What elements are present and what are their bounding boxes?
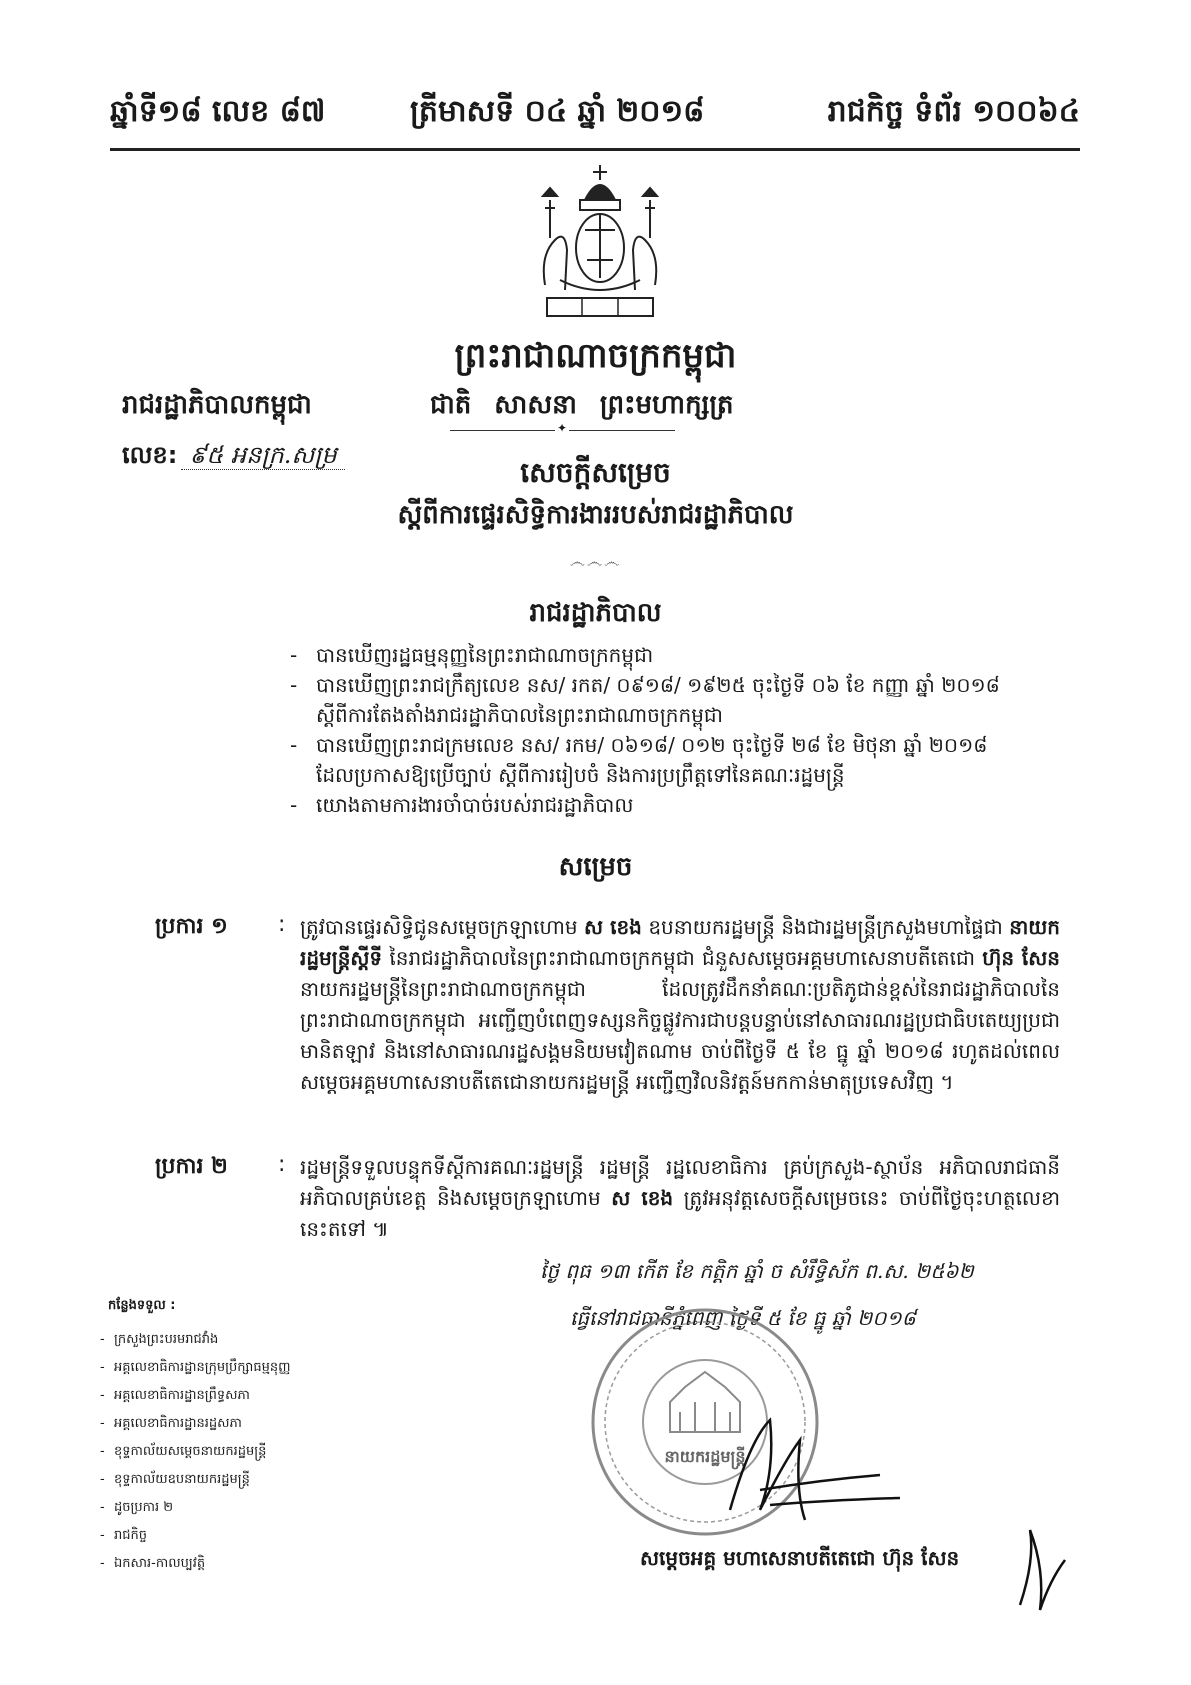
visa-item: - បានឃើញព្រះរាជក្រឹត្យលេខ នស/ រកត/ ០៩១៨/ ១៩២៥ ចុះថ្ងៃទី ០៦ ខែ កញ្ញា ឆ្នាំ ២០១៨ ស្តីពីការតែងតាំងរាជរដ្ឋាភិបាលនៃព្រះរាជាណាចក្រកម្ពុជា: [290, 670, 1050, 730]
gazette-year-issue: ឆ្នាំទី១៨ លេខ ៨៧: [110, 94, 326, 129]
place-and-date: ធ្វើនៅរាជធានីភ្នំពេញ ថ្ងៃទី ៥ ខែ ធ្នូ ឆ្នាំ ២០១៨: [570, 1306, 916, 1330]
issuer-heading: រាជរដ្ឋាភិបាល: [529, 598, 662, 628]
kingdom-title: ព្រះរាជាណាចក្រកម្ពុជា: [454, 336, 737, 376]
recipient-item: - ខុទ្ទកាល័យឧបនាយករដ្ឋមន្ត្រី: [100, 1466, 340, 1494]
handwritten-initial: [1015, 1520, 1070, 1615]
seal-label: នាយករដ្ឋមន្ត្រី: [664, 1447, 746, 1466]
article-label: ប្រការ ១: [155, 914, 228, 939]
recipient-item: - អគ្គលេខាធិការដ្ឋានក្រុមប្រឹក្សាធម្មនុញ្ញ: [100, 1354, 340, 1382]
visa-list: [290, 640, 1050, 820]
article-2: ប្រការ ២ : រដ្ឋមន្ត្រីទទួលបន្ទុកទីស្តីការគណៈរដ្ឋមន្ត្រី រដ្ឋមន្ត្រី រដ្ឋលេខាធិការ គ្រប់ក្រសួង-ស្ថាប័ន អភិបាលរាជធានី អភិបាលគ្រប់ខេត្ត និងសម្តេចក្រឡាហោម ស ខេង ត្រូវអនុវត្តសេចក្តីសម្រេចនេះ ចាប់ពីថ្ងៃចុះហត្ថលេខានេះតទៅ ៕: [155, 1152, 1060, 1245]
recipients-title: កន្លែងទទួល :: [108, 1298, 176, 1313]
recipient-item: - រាជកិច្ច: [100, 1522, 340, 1550]
recipient-item: - ឯកសារ-កាលប្បវត្តិ: [100, 1550, 340, 1578]
gazette-header: [110, 92, 1080, 148]
signature: [700, 1380, 920, 1540]
lunar-date: ថ្ងៃ ពុធ ១៣ កើត ខែ កត្តិក ឆ្នាំ ច សំរឹទ្ធិស័ក ព.ស. ២៥៦២: [540, 1259, 974, 1283]
article-text: រដ្ឋមន្ត្រីទទួលបន្ទុកទីស្តីការគណៈរដ្ឋមន្ត្រី រដ្ឋមន្ត្រី រដ្ឋលេខាធិការ គ្រប់ក្រសួង-ស្ថាប័ន អភិបាលរាជធានី អភិបាលគ្រប់ខេត្ត និងសម្តេចក្រឡាហោម ស ខេង ត្រូវអនុវត្តសេចក្តីសម្រេចនេះ ចាប់ពីថ្ងៃចុះហត្ថលេខានេះតទៅ ៕: [300, 1155, 1061, 1241]
recipient-item: - ដូចប្រការ ២: [100, 1494, 340, 1522]
royal-emblem-icon: [525, 160, 675, 325]
visa-item: - បានឃើញរដ្ឋធម្មនុញ្ញនៃព្រះរាជាណាចក្រកម្ពុជា: [290, 640, 1050, 670]
recipients-block: [100, 1297, 340, 1578]
decides-heading: សម្រេច: [558, 852, 633, 882]
motto-divider: [450, 430, 675, 431]
visa-item: - បានឃើញព្រះរាជក្រមលេខ នស/ រកម/ ០៦១៨/ ០១២ ចុះថ្ងៃទី ២៨ ខែ មិថុនា ឆ្នាំ ២០១៨ ដែលប្រកាសឱ្យប្រើច្បាប់ ស្តីពីការរៀបចំ និងការប្រព្រឹត្តទៅនៃគណៈរដ្ឋមន្ត្រី: [290, 730, 1050, 790]
article-text: ត្រូវបានផ្ទេរសិទ្ធិជូនសម្តេចក្រឡាហោម ស ខេង ឧបនាយករដ្ឋមន្ត្រី និងជារដ្ឋមន្ត្រីក្រសួងមហាផ្ទៃជា នាយករដ្ឋមន្ត្រីស្តីទី នៃរាជរដ្ឋាភិបាលនៃព្រះរាជាណាចក្រកម្ពុជា ជំនួសសម្តេចអគ្គមហាសេនាបតីតេជោ ហ៊ុន សែន នាយករដ្ឋមន្ត្រីនៃព្រះរាជាណាចក្រកម្ពុជា ដែលត្រូវដឹកនាំគណៈប្រតិភូជាន់ខ្ពស់នៃរាជរដ្ឋាភិបាលនៃព្រះរាជាណាចក្រកម្ពុជា អញ្ជើញបំពេញទស្សនកិច្ចផ្លូវការជាបន្តបន្ទាប់នៅសាធារណរដ្ឋប្រជាធិបតេយ្យប្រជាមានិតឡាវ និងនៅសាធារណរដ្ឋសង្គមនិយមវៀតណាម ចាប់ពីថ្ងៃទី ៥ ខែ ធ្នូ ឆ្នាំ ២០១៨ រហូតដល់ពេលសម្តេចអគ្គមហាសេនាបតីតេជោនាយករដ្ឋមន្ត្រី អញ្ជើញវិលនិវត្តន៍មកកាន់មាតុប្រទេសវិញ ។: [300, 915, 1060, 1094]
government-label: រាជរដ្ឋាភិបាលកម្ពុជា: [122, 390, 312, 420]
national-motto: ជាតិ សាសនា ព្រះមហាក្សត្រ: [430, 390, 734, 420]
gazette-page-number: រាជកិច្ច ទំព័រ ១០០៦៤: [827, 94, 1080, 129]
recipient-item: - ខុទ្ទកាល័យសម្តេចនាយករដ្ឋមន្ត្រី: [100, 1438, 340, 1466]
recipient-item: - ក្រសួងព្រះបរមរាជវាំង: [100, 1326, 340, 1354]
signatory-name: សម្តេចអគ្គ មហាសេនាបតីតេជោ ហ៊ុន សែន: [640, 1546, 960, 1570]
article-label: ប្រការ ២: [155, 1154, 228, 1179]
article-1: ប្រការ ១ : ត្រូវបានផ្ទេរសិទ្ធិជូនសម្តេចក្រឡាហោម ស ខេង ឧបនាយករដ្ឋមន្ត្រី និងជារដ្ឋមន្ត្រីក្រសួងមហាផ្ទៃជា នាយករដ្ឋមន្ត្រីស្តីទី នៃរាជរដ្ឋាភិបាលនៃព្រះរាជាណាចក្រកម្ពុជា ជំនួសសម្តេចអគ្គមហាសេនាបតីតេជោ ហ៊ុន សែន នាយករដ្ឋមន្ត្រីនៃព្រះរាជាណាចក្រកម្ពុជា ដែលត្រូវដឹកនាំគណៈប្រតិភូជាន់ខ្ពស់នៃរាជរដ្ឋាភិបាលនៃព្រះរាជាណាចក្រកម្ពុជា អញ្ជើញបំពេញទស្សនកិច្ចផ្លូវការជាបន្តបន្ទាប់នៅសាធារណរដ្ឋប្រជាធិបតេយ្យប្រជាមានិតឡាវ និងនៅសាធារណរដ្ឋសង្គមនិយមវៀតណាម ចាប់ពីថ្ងៃទី ៥ ខែ ធ្នូ ឆ្នាំ ២០១៨ រហូតដល់ពេលសម្តេចអគ្គមហាសេនាបតីតេជោនាយករដ្ឋមន្ត្រី អញ្ជើញវិលនិវត្តន៍មកកាន់មាតុប្រទេសវិញ ។: [155, 912, 1060, 1098]
recipients-list: [100, 1326, 340, 1578]
header-divider: [110, 148, 1080, 151]
decision-title: សេចក្តីសម្រេច: [520, 456, 671, 489]
document-number-value: ៩៥ អនក្រ.សម្រ: [181, 441, 344, 470]
document-number-label: លេខ:: [122, 441, 178, 469]
decision-subject: ស្តីពីការផ្ទេរសិទ្ធិការងាររបស់រាជរដ្ឋាភិបាល: [397, 500, 794, 530]
recipient-item: - អគ្គលេខាធិការដ្ឋានរដ្ឋសភា: [100, 1410, 340, 1438]
recipient-item: - អគ្គលេខាធិការដ្ឋានព្រឹទ្ធសភា: [100, 1382, 340, 1410]
title-ornament: ෴෴෴: [569, 552, 622, 571]
gazette-quarter: ត្រីមាសទី ០៤ ឆ្នាំ ២០១៨: [410, 94, 705, 129]
visa-item: - យោងតាមការងារចាំបាច់របស់រាជរដ្ឋាភិបាល: [290, 790, 1050, 820]
